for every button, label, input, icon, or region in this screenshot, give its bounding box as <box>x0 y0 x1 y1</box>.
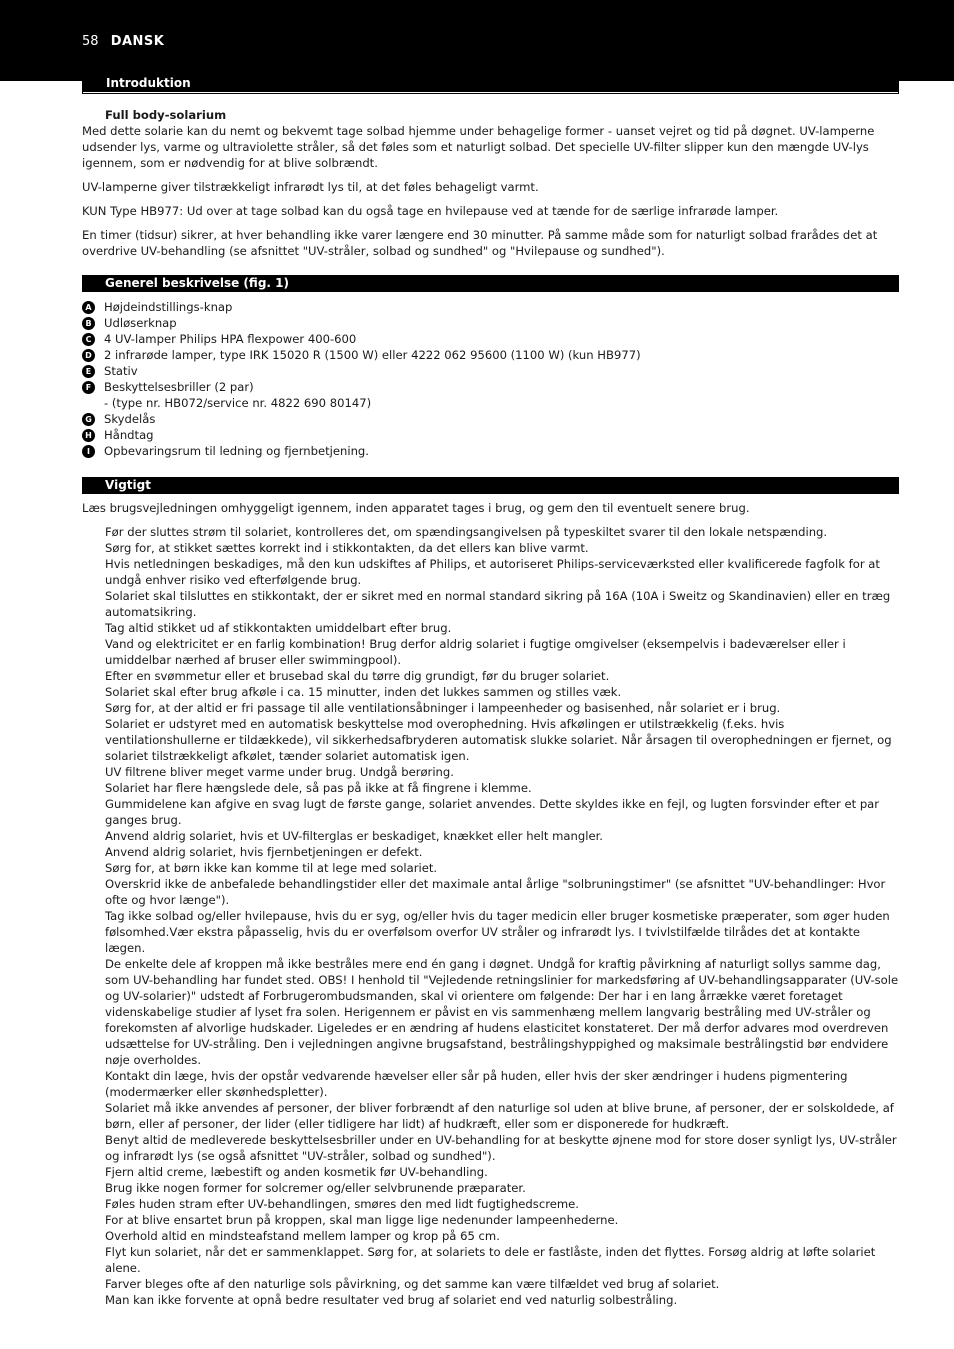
page-number: 58 <box>82 34 99 49</box>
important-section <box>82 500 900 1308</box>
list-item: Anvend aldrig solariet, hvis fjernbetjeningen er defekt. <box>105 845 423 859</box>
parts-list <box>82 299 900 459</box>
list-item: Tag altid stikket ud af stikkontakten umiddelbart efter brug. <box>105 621 452 635</box>
list-item: B Udløserknap <box>82 315 900 331</box>
list-item: Føles huden stram efter UV-behandlingen, smøres den med lidt fugtighedscreme. <box>105 1197 579 1211</box>
list-item: Solariet er udstyret med en automatisk beskyttelse mod overophedning. Hvis afkølingen er utilstrækkelig (f.eks. hvis ventilationshullerne er tildækkede), vil sikkerhedsafbryderen automatisk slukke solariet. Når årsagen til overophedningen er fjernet, og solariet tilstrækkeligt afkølet, tænder solariet automatisk igen. <box>105 717 892 763</box>
list-item: Flyt kun solariet, når det er sammenklappet. Sørg for, at solariets to dele er fastlåste, inden det flyttes. Forsøg aldrig at løfte solariet alene. <box>105 1245 876 1275</box>
list-item: E Stativ <box>82 363 900 379</box>
list-item: F Beskyttelsesbriller (2 par) - (type nr. HB072/service nr. 4822 690 80147) <box>82 379 900 411</box>
list-item: D 2 infrarøde lamper, type IRK 15020 R (1500 W) eller 4222 062 95600 (1100 W) (kun HB977) <box>82 347 900 363</box>
list-item: Efter en svømmetur eller et brusebad skal du tørre dig grundigt, før du bruger solariet. <box>105 669 610 683</box>
list-item: Gummidelene kan afgive en svag lugt de første gange, solariet anvendes. Dette skyldes ikke en fejl, og lugten forsvinder efter et par ganges brug. <box>105 797 880 827</box>
letter-badge-icon: C <box>82 333 95 346</box>
list-item: H Håndtag <box>82 427 900 443</box>
list-item: Anvend aldrig solariet, hvis et UV-filterglas er beskadiget, knækket eller helt mangler. <box>105 829 603 843</box>
list-item: Før der sluttes strøm til solariet, kontrolleres det, om spændingsangivelsen på typeskiltet svarer til den lokale netspænding. <box>105 525 828 539</box>
list-item: Overhold altid en mindsteafstand mellem lamper og krop på 65 cm. <box>105 1229 500 1243</box>
list-item: Brug ikke nogen former for solcremer og/eller selvbrunende præparater. <box>105 1181 526 1195</box>
language-label: DANSK <box>110 34 165 49</box>
list-item: A Højdeindstillings-knap <box>82 299 900 315</box>
intro-paragraph: KUN Type HB977: Ud over at tage solbad kan du også tage en hvilepause ved at tænde for de særlige infrarøde lamper. <box>82 204 779 218</box>
section-header-general: Generel beskrivelse (fig. 1) <box>82 275 899 292</box>
list-item: Tag ikke solbad og/eller hvilepause, hvis du er syg, og/eller hvis du tager medicin eller bruger kosmetiske præperater, som øger huden følsomhed.Vær ekstra påpasselig, hvis du er overfølsom overfor UV stråler og infrarødt lys. I tvivlstilfælde tilrådes det at kontakte lægen. <box>105 909 890 955</box>
list-item: Solariet skal tilsluttes en stikkontakt, der er sikret med en normal standard sikring på 16A (10A i Sweitz og Skandinavien) eller en træg automatsikring. <box>105 589 891 619</box>
list-item: UV filtrene bliver meget varme under brug. Undgå berøring. <box>105 765 454 779</box>
intro-paragraph: En timer (tidsur) sikrer, at hver behandling ikke varer længere end 30 minutter. På samme måde som for naturligt solbad frarådes det at overdrive UV-behandling (se afsnittet "UV-stråler, solbad og sundhed" og "Hvilepause og sundhed"). <box>82 228 878 258</box>
list-item: I Opbevaringsrum til ledning og fjernbetjening. <box>82 443 900 459</box>
intro-paragraph: UV-lamperne giver tilstrækkeligt infrarødt lys til, at det føles behageligt varmt. <box>82 180 539 194</box>
intro-paragraph: Med dette solarie kan du nemt og bekvemt tage solbad hjemme under behagelige former - uanset vejret og tid på døgnet. UV-lamperne udsender lys, varme og ultraviolette stråler, så det føles som et naturligt solbad. Det specielle UV-filter slipper kun den mængde UV-lys igennem, som er nødvendig for at blive solbrændt. <box>82 124 875 170</box>
page-header <box>82 34 164 50</box>
list-item: Farver bleges ofte af den naturlige sols påvirkning, og det samme kan være tilfældet ved brug af solariet. <box>105 1277 720 1291</box>
list-item: Sørg for, at der altid er fri passage til alle ventilationsåbninger i lampeenheder og basisenhed, når solariet er i brug. <box>105 701 781 715</box>
letter-badge-icon: E <box>82 365 95 378</box>
section-header-introduktion <box>82 74 899 94</box>
letter-badge-icon: D <box>82 349 95 362</box>
list-item: Overskrid ikke de anbefalede behandlingstider eller det maximale antal årlige "solbruningstimer" (se afsnittet "UV-behandlinger: Hvor ofte og hvor længe"). <box>105 877 886 907</box>
letter-badge-icon: H <box>82 429 95 442</box>
important-list <box>82 524 900 1308</box>
letter-badge-icon: B <box>82 317 95 330</box>
section-header-vigtigt: Vigtigt <box>82 477 899 494</box>
list-item: Solariet har flere hængslede dele, så pas på ikke at få fingrene i klemme. <box>105 781 532 795</box>
letter-badge-icon: G <box>82 413 95 426</box>
subtitle: Full body-solarium <box>105 108 227 122</box>
list-item: G Skydelås <box>82 411 900 427</box>
list-item: For at blive ensartet brun på kroppen, skal man ligge lige nedenunder lampeenhederne. <box>105 1213 619 1227</box>
list-item: Man kan ikke forvente at opnå bedre resultater ved brug af solariet end ved naturlig solbestråling. <box>105 1293 678 1307</box>
list-item: Solariet skal efter brug afkøle i ca. 15 minutter, inden det lukkes sammen og stilles væk. <box>105 685 622 699</box>
letter-badge-icon: A <box>82 301 95 314</box>
intro-section <box>82 107 900 259</box>
list-item: Fjern altid creme, læbestift og anden kosmetik før UV-behandling. <box>105 1165 488 1179</box>
letter-badge-icon: I <box>82 445 95 458</box>
list-item: Vand og elektricitet er en farlig kombination! Brug derfor aldrig solariet i fugtige omgivelser (eksempelvis i badeværelser eller i umiddelbar nærhed af bruser eller swimmingpool). <box>105 637 846 667</box>
list-item: C 4 UV-lamper Philips HPA flexpower 400-600 <box>82 331 900 347</box>
list-item: Solariet må ikke anvendes af personer, der bliver forbrændt af den naturlige sol uden at blive brune, af personer, der er solskoldede, af børn, eller af personer, der lider (eller tidligere har lidt) af hudkræft, eller som er disponerede for hudkræft. <box>105 1101 894 1131</box>
list-item: Benyt altid de medleverede beskyttelsesbriller under en UV-behandling for at beskytte øjnene mod for store doser synligt lys, UV-stråler og infrarødt lys (se også afsnittet "UV-stråler, solbad og sundhed"). <box>105 1133 897 1163</box>
list-item: Sørg for, at børn ikke kan komme til at lege med solariet. <box>105 861 438 875</box>
list-item: Hvis netledningen beskadiges, må den kun udskiftes af Philips, et autoriseret Philips-serviceværksted eller kvalificerede fagfolk for at undgå enhver risiko ved efterfølgende brug. <box>105 557 880 587</box>
list-item-subline: - (type nr. HB072/service nr. 4822 690 80147) <box>104 396 372 410</box>
letter-badge-icon: F <box>82 381 95 394</box>
section-title: Introduktion <box>83 75 898 92</box>
list-item: De enkelte dele af kroppen må ikke bestråles mere end én gang i døgnet. Undgå for kraftig påvirkning af naturligt sollys samme dag, som UV-behandling har fundet sted. OBS! I henhold til "Vejledende retningslinier for markedsføring af UV-behandlingsapparater (UV-sole og UV-solarier)" udstedt af Forbrugerombudsmanden, skal vi orientere om følgende: Der har i en lang årrække været foretaget videnskabelige studier af lyset fra solen. Herigennem er påvist en vis sammenhæng mellem langvarig bestråling med UV-stråler og forekomsten af alvorlige hudskader. Ligeledes er en ændring af hudens elasticitet konstateret. Der må derfor advares mod overdreven udsættelse for UV-stråling. Den i vejledningen angivne brugsafstand, bestrålingshyppighed og maksimale bestrålingstid bør endvidere nøje overholdes. <box>105 957 899 1067</box>
list-item: Kontakt din læge, hvis der opstår vedvarende hævelser eller sår på huden, eller hvis der sker ændringer i hudens pigmentering (modermærker eller skønhedspletter). <box>105 1069 848 1099</box>
important-intro: Læs brugsvejledningen omhyggeligt igennem, inden apparatet tages i brug, og gem den til eventuelt senere brug. <box>82 501 750 515</box>
list-item: Sørg for, at stikket sættes korrekt ind i stikkontakten, da det ellers kan blive varmt. <box>105 541 589 555</box>
parts-list-section <box>82 299 900 459</box>
